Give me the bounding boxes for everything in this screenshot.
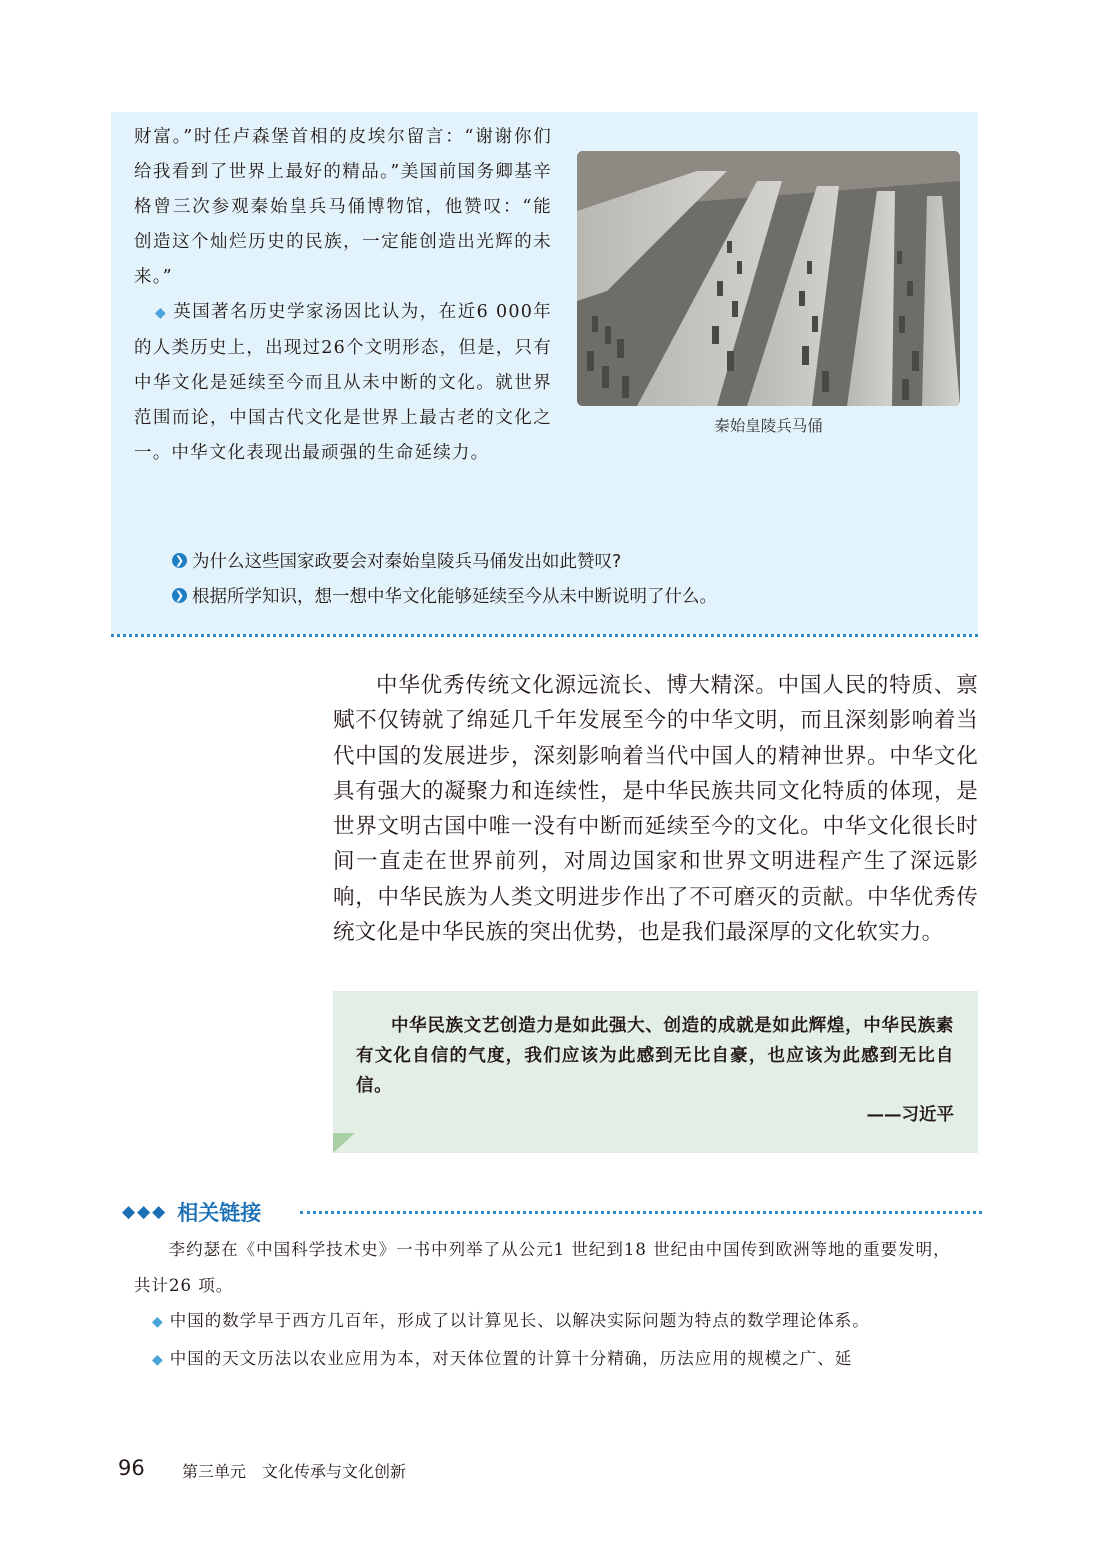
related-item-text: 中国的数学早于西方几百年，形成了以计算见长、以解决实际问题为特点的数学理论体系。 [169,1311,870,1330]
quote-fold-corner [333,1133,355,1153]
diamond-bullet-icon: ◆ [152,1351,164,1368]
related-item-text: 中国的天文历法以农业应用为本，对天体位置的计算十分精确，历法应用的规模之广、延 [169,1348,853,1368]
quote-text: 中华民族文艺创造力是如此强大、创造的成就是如此辉煌，中华民族素有文化自信的气度，我们应该为此感到无比自豪，也应该为此感到无比自信。 [356,1016,954,1096]
box-paragraph-2 [134,295,552,471]
question-text: 为什么这些国家政要会对秦始皇陵兵马俑发出如此赞叹? [192,552,622,572]
question-text: 根据所学知识，想一想中华文化能够延续至今从未中断说明了什么。 [192,587,717,607]
related-item [134,1341,964,1379]
related-intro: 李约瑟在《中国科学技术史》一书中列举了从公元1 世纪到18 世纪由中国传到欧洲等地的重要发明，共计26 项。 [134,1240,951,1295]
footer-unit-title: 文化传承与文化创新 [262,1462,407,1481]
related-links-divider [300,1211,982,1214]
footer-unit: 第三单元 [182,1462,247,1481]
main-paragraph-block [333,668,978,950]
related-links-text [134,1232,964,1378]
box-paragraph-2-text: 英国著名历史学家汤因比认为，在近6 000年的人类历史上，出现过26个文明形态，但是，只有中华文化是延续至今而且从未中断的文化。就世界范围而论，中国古代文化是世界上最古老的文化之一。中华文化表现出最顽强的生命延续力。 [134,302,552,463]
arrow-right-icon: ❯ [172,588,187,603]
related-links-header [122,1197,261,1227]
box-divider [111,634,978,637]
page-number: 96 [118,1456,145,1480]
question-item [172,578,717,613]
question-item [172,543,717,578]
diamond-bullet-icon: ◆ [152,1314,164,1330]
photo-caption: 秦始皇陵兵马俑 [714,417,823,435]
diamond-bullet-icon: ◆ [155,305,168,321]
terracotta-army-photo [577,151,960,406]
related-item [134,1303,964,1341]
quote-author: ——习近平 [866,1105,954,1125]
box-text [134,120,552,471]
question-list [172,543,717,613]
quote-text-block [356,1011,954,1101]
running-footer [182,1459,406,1482]
arrow-right-icon: ❯ [172,553,187,568]
main-paragraph: 中华优秀传统文化源远流长、博大精深。中国人民的特质、禀赋不仅铸就了绵延几千年发展至今的中华文明，而且深刻影响着当代中国的发展进步，深刻影响着当代中国人的精神世界。中华文化具有强大的凝聚力和连续性，是中华民族共同文化特质的体现，是世界文明古国中唯一没有中断而延续至今的文化。中华文化很长时间一直走在世界前列，对周边国家和世界文明进程产生了深远影响，中华民族为人类文明进步作出了不可磨灭的贡献。中华优秀传统文化是中华民族的突出优势，也是我们最深厚的文化软实力。 [333,673,978,946]
related-links-title: 相关链接 [177,1201,262,1225]
box-paragraph-1: 财富。”时任卢森堡首相的皮埃尔留言：“谢谢你们给我看到了世界上最好的精品。”美国前国务卿基辛格曾三次参观秦始皇兵马俑博物馆，他赞叹：“能创造这个灿烂历史的民族，一定能创造出光辉的未来。” [134,127,552,287]
diamond-icon: ◆◆◆ [122,1202,168,1222]
